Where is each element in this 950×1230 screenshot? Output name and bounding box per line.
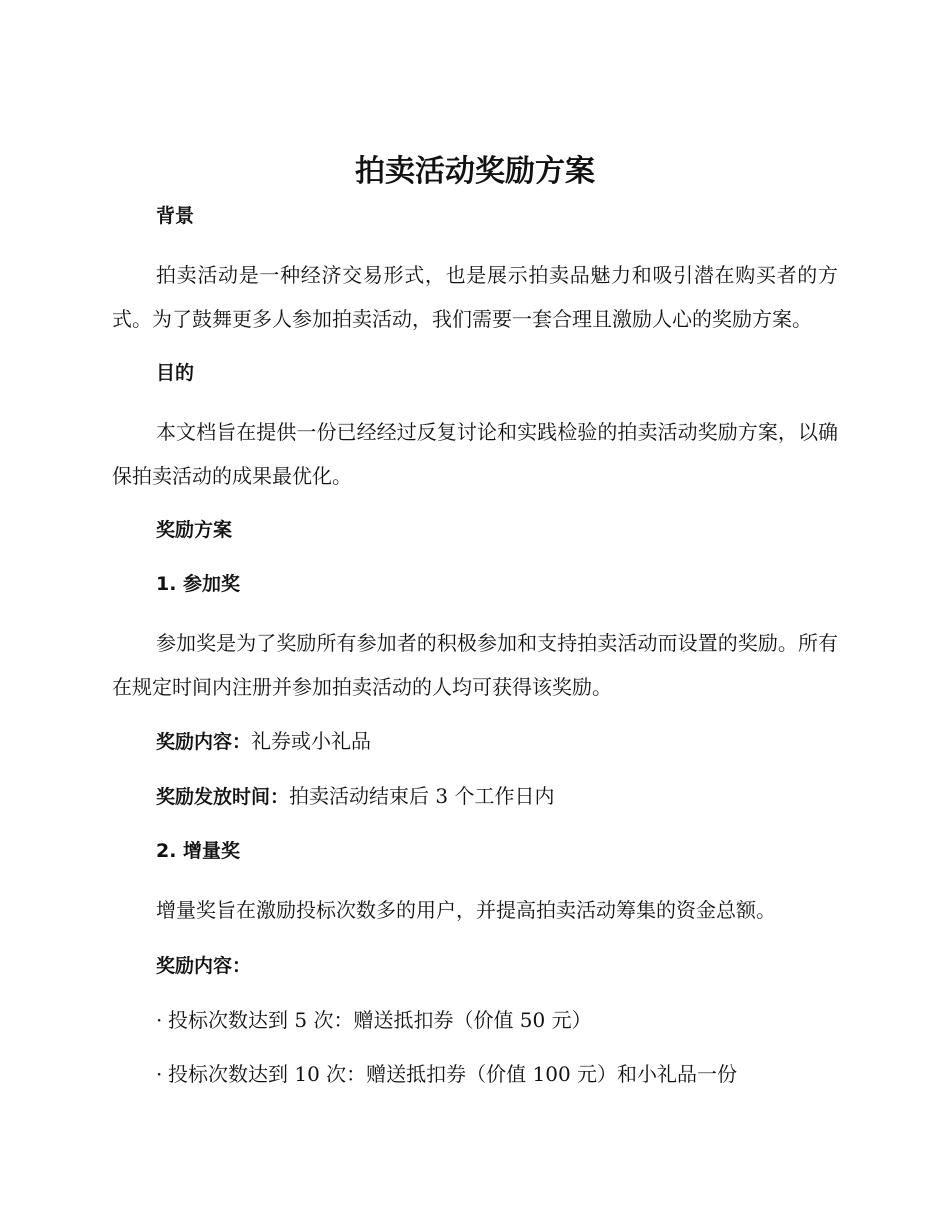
participation-time-label: 奖励发放时间：: [156, 786, 290, 808]
list-item: [156, 1004, 838, 1036]
paragraph-background: 拍卖活动是一种经济交易形式，也是展示拍卖品魅力和吸引潜在购买者的方式。为了鼓舞更多人参加拍卖活动，我们需要一套合理且激励人心的奖励方案。: [112, 263, 838, 331]
paragraph-participation: 参加奖是为了奖励所有参加者的积极参加和支持拍卖活动而设置的奖励。所有在规定时间内注册并参加拍卖活动的人均可获得该奖励。: [112, 631, 838, 699]
participation-content-label: 奖励内容：: [156, 731, 252, 753]
list-item-text: 投标次数达到 5 次：赠送抵扣券（价值 50 元）: [168, 1007, 592, 1032]
participation-time-field: [156, 780, 838, 813]
participation-content-value: 礼券或小礼品: [251, 729, 372, 753]
document-title: 拍卖活动奖励方案: [355, 154, 595, 189]
section-heading-purpose: 目的: [156, 362, 195, 384]
paragraph-increment: 增量奖旨在激励投标次数多的用户，并提高拍卖活动筹集的资金总额。: [156, 898, 776, 922]
participation-time-value: 拍卖活动结束后 3 个工作日内: [289, 784, 555, 808]
section-heading-background: 背景: [156, 205, 195, 227]
bullet-icon: ·: [156, 1007, 163, 1032]
document-body: [112, 200, 838, 1112]
subsection-heading-increment: 2. 增量奖: [156, 840, 241, 862]
subsection-heading-participation: 1. 参加奖: [156, 573, 241, 595]
list-item: [156, 1058, 838, 1090]
increment-content-label: 奖励内容：: [156, 954, 252, 977]
increment-content-field: [156, 949, 838, 982]
list-item-text: 投标次数达到 10 次：赠送抵扣券（价值 100 元）和小礼品一份: [168, 1061, 738, 1086]
bullet-icon: ·: [156, 1061, 163, 1086]
paragraph-purpose: 本文档旨在提供一份已经经过反复讨论和实践检验的拍卖活动奖励方案，以确保拍卖活动的成果最优化。: [112, 420, 838, 488]
section-heading-scheme: 奖励方案: [156, 519, 233, 541]
participation-content-field: [156, 725, 838, 758]
